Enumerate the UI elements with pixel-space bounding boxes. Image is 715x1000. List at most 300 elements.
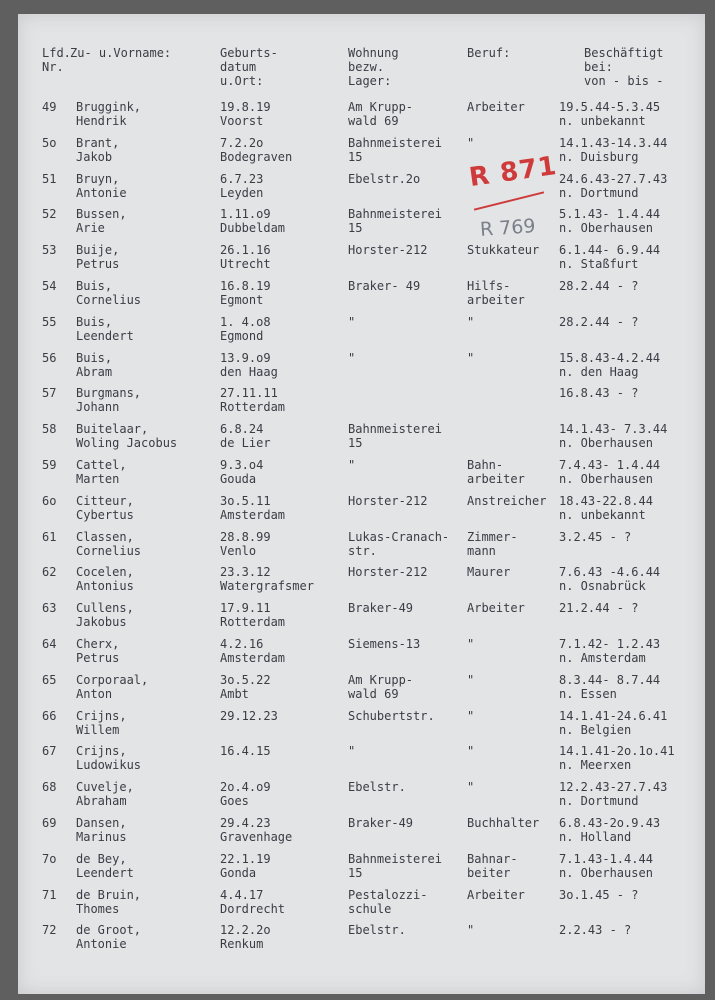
cell-emp xyxy=(559,386,638,400)
cell-birth-line1: 9.3.o4 xyxy=(220,458,264,472)
cell-emp-line1: 8.3.44- 8.7.44 xyxy=(559,672,661,687)
cell-home-line1: Am Krupp- xyxy=(348,672,414,687)
cell-birth xyxy=(220,100,271,128)
cell-nr: 6o xyxy=(42,493,57,508)
cell-name-line2: Abraham xyxy=(76,794,127,809)
cell-emp-line1: 14.1.41-2o.1o.41 xyxy=(559,744,675,759)
cell-job xyxy=(467,530,518,558)
cell-job xyxy=(467,601,525,615)
cell-birth-line1: 26.1.16 xyxy=(220,243,271,258)
cell-job xyxy=(467,315,474,329)
cell-job-line2: mann xyxy=(467,543,496,558)
table-row xyxy=(18,458,705,488)
cell-job xyxy=(467,709,474,723)
cell-home-line1: Braker- 49 xyxy=(348,279,421,293)
cell-name xyxy=(76,279,141,307)
cell-name-line2: Petrus xyxy=(76,651,120,665)
cell-nr: 51 xyxy=(42,171,57,186)
cell-birth-line1: 1.11.o9 xyxy=(220,207,271,222)
cell-nr: 61 xyxy=(42,529,57,544)
cell-name xyxy=(76,207,127,235)
cell-emp xyxy=(559,709,667,737)
cell-home xyxy=(348,422,442,450)
cell-home xyxy=(348,888,427,916)
cell-name xyxy=(76,243,119,271)
cell-name-line2: Woling Jacobus xyxy=(76,436,178,451)
cell-emp-line2: n. Oberhausen xyxy=(559,472,653,486)
table-row xyxy=(18,315,705,345)
cell-emp xyxy=(559,530,631,544)
cell-job-line1: " xyxy=(467,744,475,759)
cell-birth xyxy=(220,816,292,844)
cell-birth xyxy=(220,494,285,522)
table-row xyxy=(18,422,705,452)
cell-job-line1: Hilfs- xyxy=(467,279,511,293)
cell-home-line2: str. xyxy=(348,543,377,558)
cell-emp-line1: 6.1.44- 6.9.44 xyxy=(559,243,661,258)
cell-name-line2: Arie xyxy=(76,221,105,236)
cell-emp-line1: 5.1.43- 1.4.44 xyxy=(559,207,661,222)
cell-nr: 5o xyxy=(42,135,57,150)
cell-emp-line2: n. den Haag xyxy=(559,364,639,379)
cell-job xyxy=(467,279,525,307)
cell-name-line2: Anton xyxy=(76,686,113,701)
cell-emp-line1: 14.1.43- 7.3.44 xyxy=(559,422,668,437)
cell-birth-line2: Ambt xyxy=(220,686,249,701)
cell-job xyxy=(467,243,539,257)
cell-home-line1: Bahnmeisterei xyxy=(348,135,442,150)
cell-nr: 49 xyxy=(42,100,57,114)
cell-home xyxy=(348,530,449,558)
cell-emp-line1: 28.2.44 - ? xyxy=(559,279,639,293)
cell-birth xyxy=(220,422,271,450)
cell-job xyxy=(467,744,474,758)
cell-home xyxy=(348,709,435,723)
cell-nr: 62 xyxy=(42,565,57,580)
cell-job xyxy=(467,780,474,794)
cell-home xyxy=(348,673,413,701)
table-row xyxy=(18,279,705,309)
cell-emp-line1: 15.8.43-4.2.44 xyxy=(559,350,661,365)
cell-birth xyxy=(220,637,285,665)
cell-home-line1: Lukas-Cranach- xyxy=(348,529,450,544)
cell-emp-line2: n. Amsterdam xyxy=(559,651,646,665)
cell-birth-line2: de Lier xyxy=(220,436,271,451)
cell-emp-line1: 2.2.43 - ? xyxy=(559,923,632,938)
cell-home-line1: Pestalozzi- xyxy=(348,887,428,902)
table-row xyxy=(18,207,705,237)
cell-job-line1: Zimmer- xyxy=(467,529,518,544)
table-row xyxy=(18,243,705,273)
cell-birth-line2: Gonda xyxy=(220,865,257,880)
cell-home-line1: Schubertstr. xyxy=(348,708,435,723)
cell-birth-line1: 16.4.15 xyxy=(220,744,271,759)
cell-nr: 7o xyxy=(42,851,57,866)
cell-name-line2: Antonie xyxy=(76,185,127,200)
cell-nr: 68 xyxy=(42,780,57,795)
cell-home xyxy=(348,100,413,128)
pencil-archive-mark: R 769 xyxy=(479,215,537,241)
cell-birth xyxy=(220,243,271,271)
cell-name xyxy=(76,386,141,414)
cell-birth-line1: 23.3.12 xyxy=(220,565,271,580)
cell-nr: 55 xyxy=(42,314,57,329)
cell-name-line1: Cattel, xyxy=(76,458,127,472)
cell-emp xyxy=(559,744,675,772)
cell-name-line1: Bruyn, xyxy=(76,171,120,186)
cell-birth xyxy=(220,136,292,164)
cell-name-line1: Buis, xyxy=(76,279,113,293)
header-birth: Geburts- datum u.Ort: xyxy=(220,46,278,88)
cell-home xyxy=(348,279,420,293)
cell-name xyxy=(76,422,177,450)
cell-home xyxy=(348,172,420,186)
cell-job-line1: " xyxy=(467,923,475,938)
cell-job xyxy=(467,852,518,880)
cell-birth xyxy=(220,172,263,200)
cell-home-line1: Ebelstr.2o xyxy=(348,171,421,186)
cell-name-line1: de Bruin, xyxy=(76,887,142,902)
cell-emp-line1: 3o.1.45 - ? xyxy=(559,887,639,902)
cell-name xyxy=(76,351,112,379)
cell-birth xyxy=(220,852,271,880)
cell-birth-line1: 22.1.19 xyxy=(220,851,271,866)
cell-birth-line2: Gravenhage xyxy=(220,830,293,844)
cell-birth-line1: 12.2.2o xyxy=(220,923,271,938)
cell-birth xyxy=(220,709,278,723)
cell-birth xyxy=(220,673,271,701)
cell-name-line1: Cuvelje, xyxy=(76,780,134,795)
cell-home-line1: Bahnmeisterei xyxy=(348,851,442,866)
table-row xyxy=(18,172,705,202)
cell-emp-line1: 3.2.45 - ? xyxy=(559,529,632,544)
cell-emp xyxy=(559,780,667,808)
table-row xyxy=(18,637,705,667)
cell-birth-line1: 3o.5.22 xyxy=(220,672,271,687)
cell-home-line2: wald 69 xyxy=(348,114,399,128)
cell-birth-line1: 4.4.17 xyxy=(220,887,264,902)
cell-home-line1: Braker-49 xyxy=(348,601,414,616)
cell-name xyxy=(76,565,134,593)
cell-job-line1: " xyxy=(467,350,475,365)
cell-name-line2: Antonius xyxy=(76,579,134,594)
cell-emp-line1: 18.43-22.8.44 xyxy=(559,493,653,508)
cell-nr: 57 xyxy=(42,386,57,401)
cell-birth-line2: Leyden xyxy=(220,185,264,200)
cell-nr: 63 xyxy=(42,601,57,616)
cell-emp-line2: n. Dortmund xyxy=(559,185,639,200)
cell-birth-line2: Bodegraven xyxy=(220,149,293,164)
cell-name-line1: Buis, xyxy=(76,314,113,329)
cell-job-line1: Maurer xyxy=(467,565,511,580)
cell-nr: 69 xyxy=(42,816,57,830)
cell-emp-line1: 7.1.43-1.4.44 xyxy=(559,851,653,866)
cell-emp xyxy=(559,816,660,844)
cell-home xyxy=(348,458,355,472)
header-job: Beruf: xyxy=(467,46,511,60)
cell-emp-line2: n. Osnabrück xyxy=(559,579,646,594)
cell-birth-line2: den Haag xyxy=(220,364,278,379)
cell-home-line2: 15 xyxy=(348,436,363,451)
cell-emp xyxy=(559,136,667,164)
cell-job-line1: Arbeiter xyxy=(467,100,525,114)
cell-name-line1: Burgmans, xyxy=(76,386,142,401)
cell-emp-line1: 16.8.43 - ? xyxy=(559,386,639,401)
cell-job xyxy=(467,673,474,687)
cell-job-line1: " xyxy=(467,780,475,795)
cell-home xyxy=(348,207,442,235)
cell-birth-line1: 16.8.19 xyxy=(220,279,271,293)
cell-birth-line2: Rotterdam xyxy=(220,400,286,415)
cell-nr: 72 xyxy=(42,923,57,938)
cell-name xyxy=(76,923,141,951)
table-row xyxy=(18,386,705,416)
cell-birth-line1: 6.8.24 xyxy=(220,422,264,437)
cell-job-line1: Stukkateur xyxy=(467,243,540,258)
cell-home-line1: " xyxy=(348,314,356,329)
cell-nr: 66 xyxy=(42,708,57,723)
cell-name xyxy=(76,315,134,343)
cell-job-line1: " xyxy=(467,637,475,651)
cell-emp xyxy=(559,422,667,450)
cell-name-line2: Hendrik xyxy=(76,114,127,128)
cell-home xyxy=(348,637,420,651)
cell-birth-line1: 29.12.23 xyxy=(220,708,278,723)
cell-job-line1: " xyxy=(467,708,475,723)
table-row xyxy=(18,100,705,130)
cell-home xyxy=(348,780,406,794)
cell-birth-line1: 1. 4.o8 xyxy=(220,314,271,329)
cell-emp xyxy=(559,565,660,593)
cell-birth xyxy=(220,386,285,414)
header-name: Zu- u.Vorname: xyxy=(70,46,172,60)
cell-name xyxy=(76,601,134,629)
cell-name-line2: Ludowikus xyxy=(76,758,142,773)
cell-birth xyxy=(220,780,271,808)
cell-name-line1: Cocelen, xyxy=(76,565,134,580)
cell-name-line1: Cherx, xyxy=(76,637,120,651)
cell-job-line2: arbeiter xyxy=(467,293,525,307)
cell-emp-line1: 14.1.43-14.3.44 xyxy=(559,135,668,150)
cell-name-line2: Cornelius xyxy=(76,543,142,558)
cell-job xyxy=(467,458,525,486)
cell-name xyxy=(76,458,127,486)
cell-job-line2: beiter xyxy=(467,865,511,880)
cell-birth xyxy=(220,315,271,343)
cell-emp-line1: 19.5.44-5.3.45 xyxy=(559,100,661,114)
cell-home-line1: Siemens-13 xyxy=(348,637,421,651)
cell-home-line2: 15 xyxy=(348,865,363,880)
cell-home xyxy=(348,923,406,937)
cell-emp xyxy=(559,243,660,271)
cell-name-line2: Cornelius xyxy=(76,293,142,307)
table-row xyxy=(18,673,705,703)
red-archive-stamp: R 871 xyxy=(467,150,560,194)
cell-emp xyxy=(559,637,660,665)
cell-home xyxy=(348,136,442,164)
cell-home xyxy=(348,243,427,257)
cell-birth-line1: 6.7.23 xyxy=(220,171,264,186)
cell-emp-line1: 24.6.43-27.7.43 xyxy=(559,171,668,186)
cell-job xyxy=(467,136,474,150)
table-row xyxy=(18,530,705,560)
cell-home-line1: Horster-212 xyxy=(348,243,428,258)
cell-name xyxy=(76,888,141,916)
cell-home-line1: Horster-212 xyxy=(348,493,428,508)
cell-name-line1: Cullens, xyxy=(76,601,134,616)
cell-name xyxy=(76,816,127,844)
header-employment: Beschäftigt bei: von - bis - xyxy=(584,46,664,88)
cell-job-line1: " xyxy=(467,672,475,687)
cell-birth-line1: 27.11.11 xyxy=(220,386,278,401)
cell-nr: 56 xyxy=(42,350,57,365)
cell-home-line2: wald 69 xyxy=(348,686,399,701)
cell-emp-line1: 28.2.44 - ? xyxy=(559,314,639,329)
cell-home-line1: Bahnmeisterei xyxy=(348,207,442,222)
cell-job-line1: Arbeiter xyxy=(467,601,525,616)
cell-birth-line2: Renkum xyxy=(220,937,264,952)
cell-job xyxy=(467,351,474,365)
cell-emp xyxy=(559,458,660,486)
cell-name-line1: Dansen, xyxy=(76,816,127,830)
cell-nr: 67 xyxy=(42,744,57,759)
cell-birth-line2: Amsterdam xyxy=(220,507,286,522)
cell-birth-line2: Dordrecht xyxy=(220,901,286,916)
cell-home-line2: 15 xyxy=(348,149,363,164)
cell-emp-line1: 21.2.44 - ? xyxy=(559,601,639,616)
cell-job xyxy=(467,816,539,830)
table-row xyxy=(18,494,705,524)
cell-emp xyxy=(559,852,653,880)
cell-emp-line1: 12.2.43-27.7.43 xyxy=(559,780,668,795)
cell-name-line2: Leendert xyxy=(76,865,134,880)
cell-job xyxy=(467,565,510,579)
cell-name-line2: Leendert xyxy=(76,328,134,343)
cell-name xyxy=(76,494,134,522)
cell-birth-line2: Venlo xyxy=(220,543,257,558)
cell-emp xyxy=(559,494,653,522)
cell-emp-line2: n. Staßfurt xyxy=(559,257,639,272)
cell-emp xyxy=(559,351,660,379)
table-row xyxy=(18,565,705,595)
cell-home-line1: Ebelstr. xyxy=(348,923,406,938)
cell-name xyxy=(76,172,127,200)
cell-job xyxy=(467,923,474,937)
cell-nr: 53 xyxy=(42,243,57,258)
cell-name-line1: Crijns, xyxy=(76,708,127,723)
cell-birth-line2: Gouda xyxy=(220,472,257,486)
cell-job-line1: " xyxy=(467,314,475,329)
cell-name-line2: Abram xyxy=(76,364,113,379)
cell-nr: 52 xyxy=(42,207,57,222)
cell-name-line1: Classen, xyxy=(76,529,134,544)
cell-birth-line2: Egmond xyxy=(220,328,264,343)
cell-job xyxy=(467,100,525,114)
cell-home-line1: Am Krupp- xyxy=(348,100,414,114)
cell-job-line1: Arbeiter xyxy=(467,887,525,902)
cell-birth-line2: Watergrafsmer xyxy=(220,579,314,594)
cell-emp-line2: n. unbekannt xyxy=(559,114,646,128)
cell-name xyxy=(76,673,148,701)
cell-birth-line2: Dubbeldam xyxy=(220,221,286,236)
cell-home-line1: " xyxy=(348,744,356,759)
cell-job xyxy=(467,494,546,508)
cell-name-line2: Marten xyxy=(76,472,120,486)
cell-home-line1: Horster-212 xyxy=(348,565,428,580)
cell-nr: 58 xyxy=(42,422,57,437)
cell-name-line2: Johann xyxy=(76,400,120,415)
cell-name xyxy=(76,136,119,164)
cell-name-line1: de Bey, xyxy=(76,851,127,866)
cell-emp xyxy=(559,923,631,937)
cell-name-line2: Petrus xyxy=(76,257,120,272)
cell-nr: 64 xyxy=(42,637,57,651)
cell-birth-line2: Voorst xyxy=(220,114,264,128)
cell-birth xyxy=(220,565,314,593)
cell-name-line2: Cybertus xyxy=(76,507,134,522)
table-row xyxy=(18,709,705,739)
cell-name-line1: Citteur, xyxy=(76,493,134,508)
cell-home-line1: Braker-49 xyxy=(348,816,414,830)
table-row xyxy=(18,780,705,810)
cell-emp xyxy=(559,172,667,200)
cell-name-line2: Willem xyxy=(76,722,120,737)
cell-name-line2: Thomes xyxy=(76,901,120,916)
cell-name-line1: Bussen, xyxy=(76,207,127,222)
table-row xyxy=(18,816,705,846)
cell-birth xyxy=(220,458,263,486)
cell-home xyxy=(348,494,427,508)
table-row xyxy=(18,351,705,381)
cell-emp-line2: n. Duisburg xyxy=(559,149,639,164)
cell-birth xyxy=(220,279,271,307)
cell-job xyxy=(467,637,474,651)
cell-emp-line1: 7.6.43 -4.6.44 xyxy=(559,565,661,580)
cell-home xyxy=(348,816,413,830)
cell-emp-line2: n. Holland xyxy=(559,830,632,844)
cell-emp-line2: n. Oberhausen xyxy=(559,221,653,236)
cell-name-line2: Marinus xyxy=(76,830,127,844)
cell-emp-line1: 6.8.43-2o.9.43 xyxy=(559,816,661,830)
cell-emp-line1: 7.1.42- 1.2.43 xyxy=(559,637,661,651)
cell-birth xyxy=(220,888,285,916)
cell-emp xyxy=(559,315,638,329)
cell-job-line1: " xyxy=(467,135,475,150)
cell-home-line1: " xyxy=(348,350,356,365)
cell-nr: 65 xyxy=(42,672,57,687)
cell-emp-line2: n. Essen xyxy=(559,686,617,701)
table-row xyxy=(18,136,705,166)
cell-emp-line2: n. Meerxen xyxy=(559,758,632,773)
cell-emp xyxy=(559,207,660,235)
cell-name-line1: Buije, xyxy=(76,243,120,258)
cell-birth-line1: 13.9.o9 xyxy=(220,350,271,365)
cell-nr: 54 xyxy=(42,279,57,293)
cell-home-line2: 15 xyxy=(348,221,363,236)
cell-emp-line1: 14.1.41-24.6.41 xyxy=(559,708,668,723)
cell-name-line2: Jakobus xyxy=(76,615,127,630)
cell-name-line1: Bruggink, xyxy=(76,100,142,114)
cell-birth-line1: 19.8.19 xyxy=(220,100,271,114)
cell-name xyxy=(76,709,127,737)
cell-name xyxy=(76,530,141,558)
cell-birth xyxy=(220,923,271,951)
cell-birth xyxy=(220,530,271,558)
cell-emp-line2: n. Belgien xyxy=(559,722,632,737)
cell-birth xyxy=(220,601,285,629)
cell-home-line1: Ebelstr. xyxy=(348,780,406,795)
cell-birth xyxy=(220,351,278,379)
